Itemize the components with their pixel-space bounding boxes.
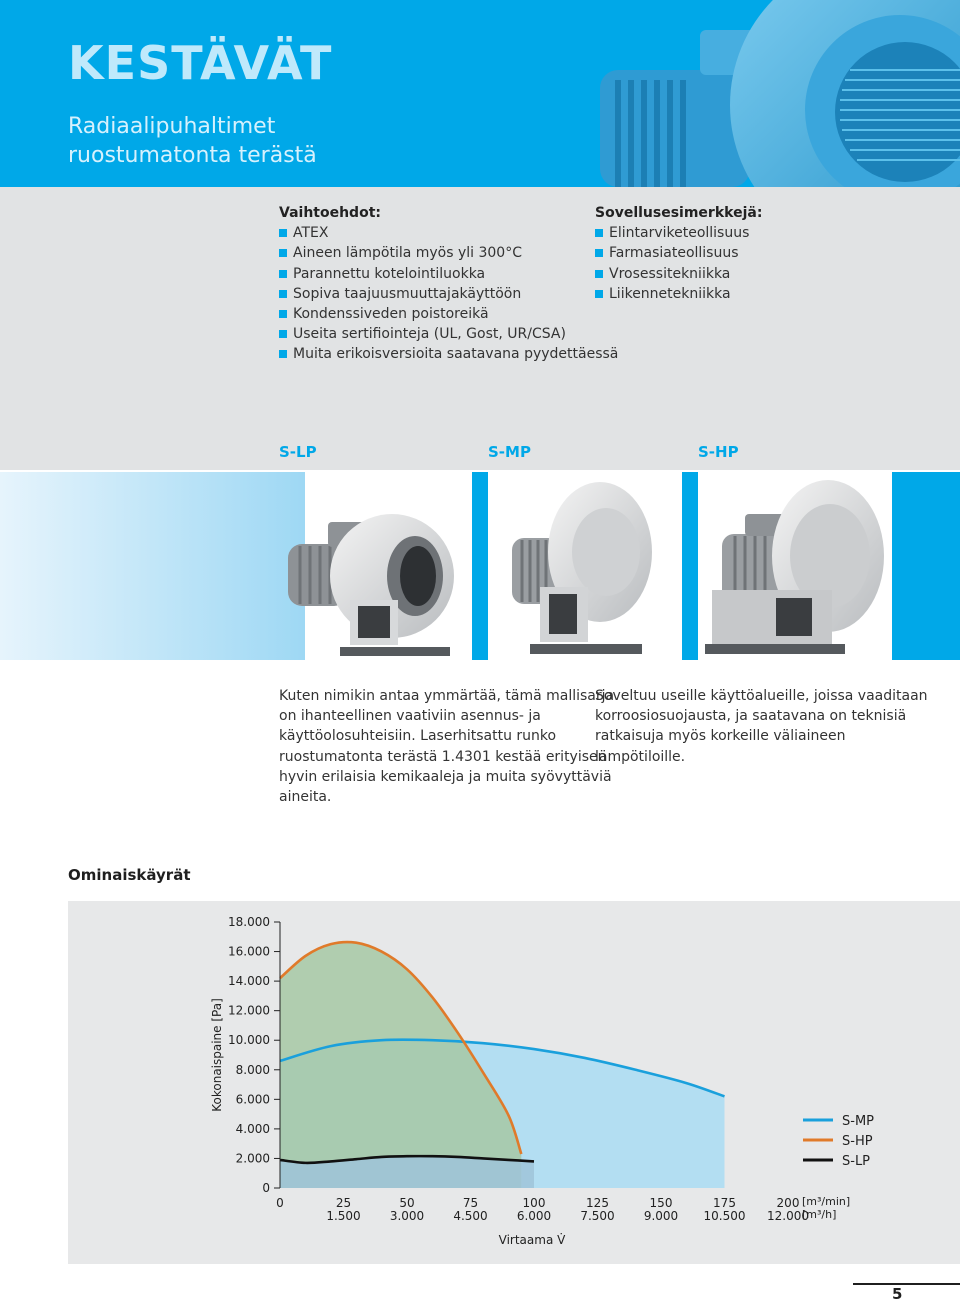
x-unit-h: [m³/h] [802, 1208, 837, 1221]
x-tick-label-h: 9.000 [643, 1209, 679, 1223]
text-line: ruostumatonta terästä 1.4301 kestää erityisen [279, 748, 607, 765]
text-line: korroosiosuojausta, ja saatavana on teknisiä [595, 708, 907, 725]
model-label-slp: S-LP [279, 443, 317, 461]
y-tick-label: 12.000 [228, 1003, 270, 1018]
list-item: Kondenssiveden poistoreikä [279, 304, 618, 324]
model-label-smp: S-MP [488, 443, 531, 461]
text-line: ratkaisuja myös korkeille väliaineen [595, 728, 846, 745]
footer-rule [853, 1283, 960, 1285]
y-tick-label: 4.000 [235, 1121, 270, 1136]
subtitle-line-2: ruostumatonta terästä [68, 143, 317, 168]
section-title: Ominaiskäyrät [68, 866, 191, 884]
x-tick-label-h: 3.000 [389, 1209, 425, 1223]
x-tick-label-h: 6.000 [516, 1209, 552, 1223]
text-line: Kuten nimikin antaa ymmärtää, tämä mallisarja [279, 688, 615, 704]
text-line: käyttöolosuhteisiin. Laserhitsattu runko [279, 728, 557, 745]
page-number: 5 [892, 1285, 903, 1303]
y-tick-label: 8.000 [235, 1062, 270, 1077]
text-line: hyvin erilaisia kemikaaleja ja muita syövyttäviä [279, 768, 612, 785]
model-label-shp: S-HP [698, 443, 739, 461]
x-tick-label-h: 7.500 [580, 1209, 615, 1223]
x-tick-label: 25 [335, 1196, 352, 1210]
list-item: Liikennetekniikka [595, 284, 762, 304]
y-tick-label: 0 [262, 1181, 270, 1195]
x-tick-label: 150 [649, 1196, 673, 1210]
text-line: lämpötiloille. [595, 748, 686, 765]
list-item: Muita erikoisversioita saatavana pyydettäessä [279, 344, 618, 364]
options-heading: Vaihtoehdot: [279, 205, 381, 221]
x-unit-min: [m³/min] [802, 1195, 851, 1208]
x-tick-label: 0 [276, 1196, 284, 1210]
x-tick-label: 200 [776, 1196, 800, 1210]
chart-ylabel: Kokonaispaine [Pa] [210, 998, 224, 1112]
text-line: on ihanteellinen vaativiin asennus- ja [279, 708, 541, 725]
legend-label-s-lp: S-LP [842, 1154, 871, 1169]
x-tick-label: 100 [522, 1196, 546, 1210]
y-tick-label: 18.000 [228, 915, 270, 929]
list-item: Farmasiateollisuus [595, 243, 762, 263]
text-line: Soveltuu useille käyttöalueille, joissa vaaditaan [595, 688, 928, 704]
list-item: Vrosessitekniikka [595, 264, 762, 284]
list-item: Aineen lämpötila myös yli 300°C [279, 243, 618, 263]
list-item: ATEX [279, 223, 618, 243]
x-tick-label: 50 [399, 1196, 415, 1210]
x-tick-label-h: 4.500 [453, 1209, 488, 1223]
page-title: KESTÄVÄT [68, 36, 333, 90]
list-item: Parannettu kotelointiluokka [279, 264, 618, 284]
y-tick-label: 6.000 [235, 1092, 270, 1107]
x-tick-label: 175 [713, 1196, 736, 1210]
chart-legend [803, 1114, 874, 1169]
x-tick-label: 75 [462, 1196, 479, 1210]
chart-area-fills [280, 942, 725, 1188]
subtitle-line-1: Radiaalipuhaltimet [68, 114, 276, 139]
y-tick-label: 2.000 [235, 1151, 270, 1166]
x-tick-label: 125 [586, 1196, 609, 1210]
text-line: aineita. [279, 789, 332, 806]
x-tick-label-h: 10.500 [703, 1209, 746, 1223]
y-tick-label: 10.000 [228, 1033, 270, 1048]
list-item: Sopiva taajuusmuuttajakäyttöön [279, 284, 618, 304]
legend-label-s-mp: S-MP [842, 1114, 874, 1129]
applications-heading: Sovellusesimerkkejä: [595, 205, 763, 221]
chart-xlabel: Virtaama V̇ [498, 1233, 566, 1247]
legend-label-s-hp: S-HP [842, 1134, 873, 1149]
x-tick-label-h: 12.000 [767, 1209, 809, 1223]
list-item: Elintarviketeollisuus [595, 223, 762, 243]
y-tick-label: 14.000 [228, 974, 270, 989]
x-tick-label-h: 1.500 [326, 1209, 361, 1223]
list-item: Useita sertifiointeja (UL, Gost, UR/CSA) [279, 324, 618, 344]
y-tick-label: 16.000 [228, 944, 270, 959]
